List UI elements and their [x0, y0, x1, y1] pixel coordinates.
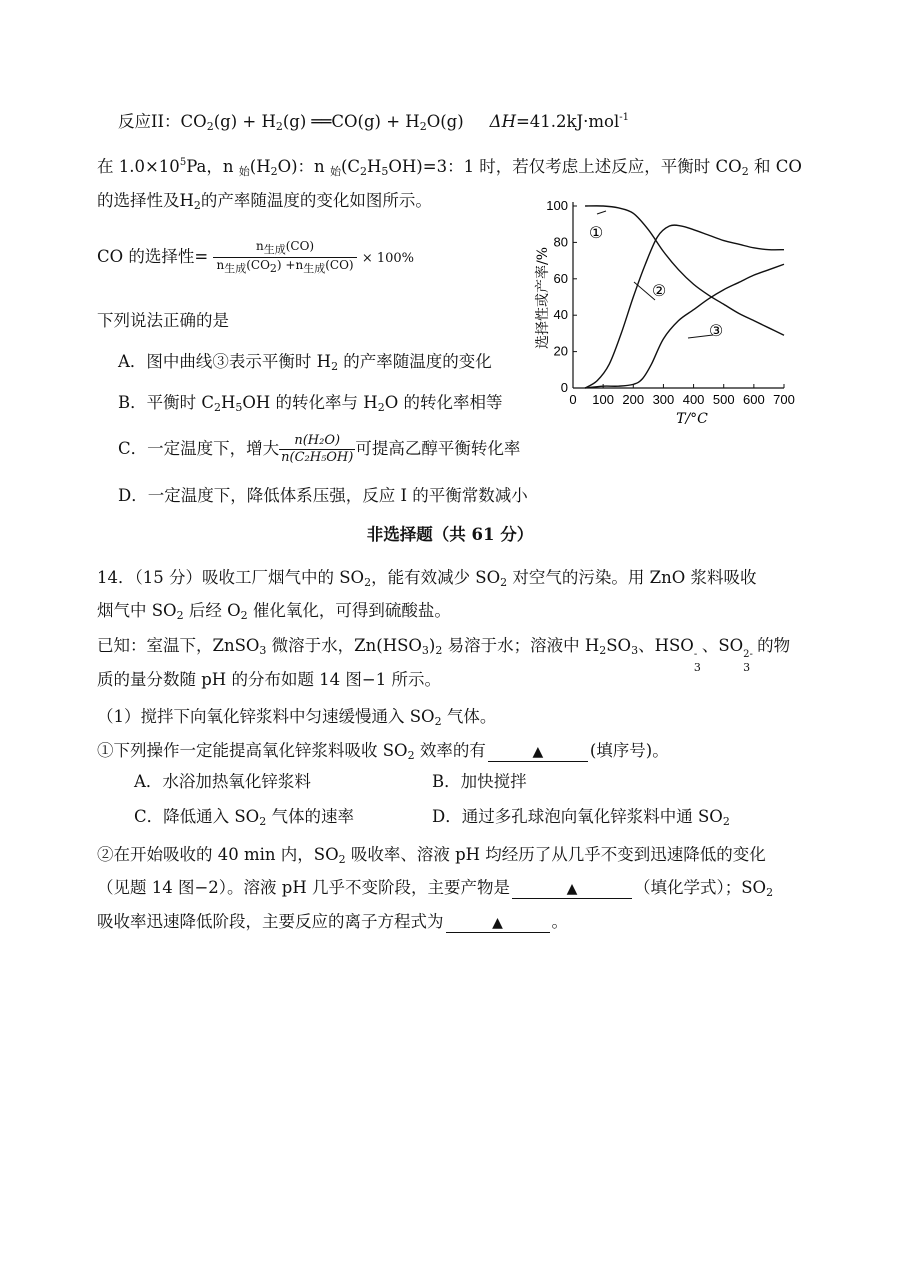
- x-tick-label: 400: [682, 392, 705, 407]
- selectivity-yield-chart: [530, 190, 800, 430]
- reaction-2-equation: 反应II：$CO_2(g) + H_2(g)$ ══CO(g) + $H_2O(g)$ ΔH=41.2kJ·mol$^{-1}$: [118, 112, 630, 133]
- x-tick-label: 300: [652, 392, 675, 407]
- q13-option-a[interactable]: A．图中曲线③表示平衡时 $H_2$ 的产率随温度的变化: [118, 352, 492, 373]
- y-tick-label: 40: [553, 307, 568, 323]
- x-tick-label: 0: [569, 392, 577, 407]
- water-ethanol-ratio: $\frac{\text{n(H₂O)}}{\text{n(C₂H₅OH)}}$: [281, 433, 354, 465]
- conditions-line-1: 在 $1.0\times 10^5Pa$，n $_始(H_2O)$：n $_始(C_2H_5OH)=3$：1 时，若仅考虑上述反应，平衡时 $CO_2$ 和 CO: [97, 157, 802, 178]
- y-axis-label: 选择性或产率/%: [535, 246, 551, 350]
- x-axis-label-text: T/°C: [676, 411, 708, 427]
- series-line-2: [585, 225, 784, 388]
- series-label-1: ①: [588, 223, 604, 242]
- y-tick-label: 0: [560, 380, 568, 395]
- series-label-3: ③: [708, 321, 724, 340]
- q13-option-c[interactable]: C．一定温度下，增大 $\frac{\text{n(H₂O)}}{\text{n(C₂H₅OH)}}$ 可提高乙醇平衡转化率: [118, 433, 521, 465]
- q14-line-2: 烟气中 $SO_2$ 后经 $O_2$ 催化氧化，可得到硫酸盐。: [97, 601, 451, 622]
- answer-blank-2[interactable]: ▲: [512, 880, 632, 899]
- y-tick-label: 60: [553, 270, 568, 286]
- chart-series: [585, 206, 784, 388]
- x-tick-label: 200: [622, 392, 645, 407]
- section-title: 非选择题（共 61 分）: [366, 525, 534, 544]
- co-selectivity-formula: CO 的选择性= $\frac{\text{n生成(CO)}}{\text{n生成(CO2) +n生成(CO)}}$ × 100%: [97, 239, 415, 275]
- answer-blank-3[interactable]: ▲: [446, 914, 550, 933]
- selectivity-fraction: $\frac{\text{n生成(CO)}}{\text{n生成(CO2) +n生成(CO)}}$: [213, 239, 356, 276]
- q14-sub-2-line-1: ②在开始吸收的 40 min 内，$SO_2$ 吸收率、溶液 pH 均经历了从几乎不变到迅速降低的变化: [97, 845, 766, 866]
- x-tick-label: 600: [743, 392, 765, 407]
- y-tick-label: 100: [546, 198, 568, 213]
- y-tick-label: 80: [553, 234, 568, 250]
- chart-ticks: [546, 198, 795, 407]
- x-axis-label: [676, 411, 708, 427]
- q14-sub-2-line-3: 吸收率迅速降低阶段，主要反应的离子方程式为 ▲ 。: [97, 912, 568, 931]
- q13-stem: 下列说法正确的是: [97, 311, 229, 330]
- answer-blank-1[interactable]: ▲: [488, 743, 588, 762]
- x-tick-label: 500: [712, 392, 735, 407]
- q14-option-d[interactable]: D．通过多孔球泡向氧化锌浆料中通 $SO_2$: [432, 807, 730, 828]
- x-tick-label: 100: [592, 392, 614, 407]
- q14-option-b[interactable]: B．加快搅拌: [432, 772, 527, 791]
- q14-option-a[interactable]: A．水浴加热氧化锌浆料: [134, 772, 311, 791]
- q14-line-1: 14．（15 分）吸收工厂烟气中的 $SO_2$，能有效减少 $SO_2$ 对空气的污染。用 ZnO 浆料吸收: [97, 568, 757, 589]
- chart-axes: [573, 202, 784, 388]
- q14-sub-2-line-2: （见题 14 图−2）。溶液 pH 几乎不变阶段，主要产物是 ▲ （填化学式）；$SO_2$: [97, 878, 774, 899]
- q14-option-c[interactable]: C．降低通入 $SO_2$ 气体的速率: [134, 807, 354, 828]
- y-tick-label: 20: [553, 343, 568, 359]
- q14-part-1: （1）搅拌下向氧化锌浆料中匀速缓慢通入 $SO_2$ 气体。: [97, 707, 497, 728]
- chart-series-labels: [589, 211, 723, 340]
- series-line-3: [585, 264, 784, 388]
- q13-option-b[interactable]: B．平衡时 $C_2H_5OH$ 的转化率与 $H_2O$ 的转化率相等: [118, 393, 503, 414]
- series-leader-1: [597, 211, 606, 214]
- x-tick-label: 700: [773, 392, 795, 407]
- series-label-2: ②: [651, 281, 667, 300]
- q14-known-line: 已知：室温下，ZnSO$_3$ 微溶于水，$Zn(HSO_3)_2$ 易溶于水；溶液中 $H_2SO_3$、HSO - 3 、SO 2- 3 的物: [97, 636, 791, 674]
- q14-known-line-2: 质的量分数随 pH 的分布如题 14 图−1 所示。: [97, 670, 441, 689]
- conditions-line-2: 的选择性及$H_2$的产率随温度的变化如图所示。: [97, 191, 432, 212]
- q13-option-d[interactable]: D．一定温度下，降低体系压强，反应 I 的平衡常数减小: [118, 486, 528, 505]
- q14-sub-1: ①下列操作一定能提高氧化锌浆料吸收 $SO_2$ 效率的有 ▲ (填序号)。: [97, 741, 669, 762]
